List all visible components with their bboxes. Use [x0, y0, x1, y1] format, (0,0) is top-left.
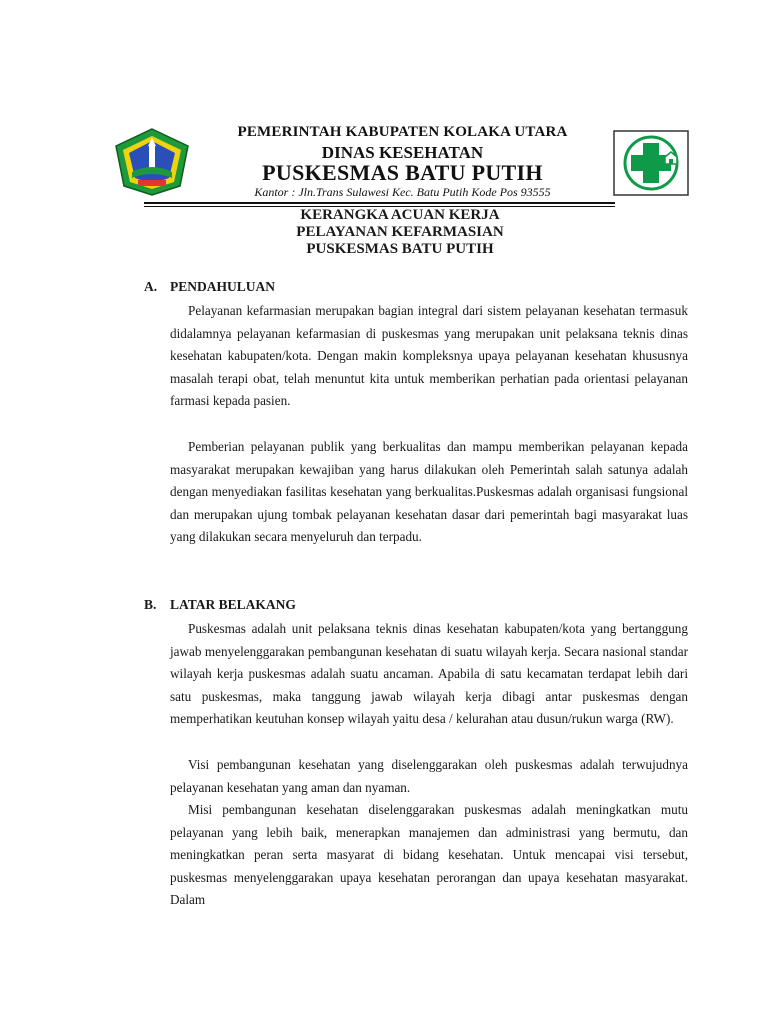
- section-a-title: PENDAHULUAN: [170, 279, 276, 294]
- document-title-line-1: KERANGKA ACUAN KERJA: [300, 207, 500, 223]
- section-b-heading: [144, 597, 296, 613]
- kolaka-utara-emblem-icon: [114, 128, 190, 196]
- office-address: Kantor : Jln.Trans Sulawesi Kec. Batu Putih Kode Pos 93555: [254, 185, 551, 199]
- document-title-line-3: PUSKESMAS BATU PUTIH: [306, 241, 494, 257]
- puskesmas-name: PUSKESMAS BATU PUTIH: [262, 160, 543, 185]
- document-title-line-2: PELAYANAN KEFARMASIAN: [296, 224, 504, 240]
- section-b-title: LATAR BELAKANG: [170, 597, 296, 612]
- letterhead-divider-thick: [144, 202, 615, 204]
- section-b-paragraph-2: Visi pembangunan kesehatan yang diselenggarakan oleh puskesmas adalah terwujudnya pelayanan kesehatan yang aman dan nyaman.: [170, 757, 688, 795]
- section-b-marker: B.: [144, 597, 157, 612]
- section-a-heading: [144, 279, 275, 295]
- section-a-paragraph-1: Pelayanan kefarmasian merupakan bagian integral dari sistem pelayanan kesehatan termasuk didalamnya pelayanan kefarmasian di puskesmas yang merupakan unit pelaksana teknis dinas kesehatan kabupaten/kota. Dengan makin kompleksnya upaya pelayanan kesehatan khususnya masalah terapi obat, telah menuntut kita untuk memberikan perhatian pada orientasi pelayanan farmasi kepada pasien.: [170, 303, 688, 409]
- puskesmas-health-cross-icon: [613, 130, 689, 196]
- section-b-paragraph-3: Misi pembangunan kesehatan diselenggarakan puskesmas adalah meningkatkan mutu pelayanan yang lebih baik, menerapkan manajemen dan administrasi yang bermutu, dan meningkatkan peran serta masyarat di bidang kesehatan. Untuk mencapai visi tersebut, puskesmas menyelenggarakan upaya kesehatan perorangan dan upaya kesehatan masyarakat. Dalam: [170, 802, 688, 908]
- government-name: PEMERINTAH KABUPATEN KOLAKA UTARA: [237, 124, 568, 140]
- department-name: DINAS KESEHATAN: [321, 143, 484, 162]
- section-b-paragraph-1: Puskesmas adalah unit pelaksana teknis dinas kesehatan kabupaten/kota yang bertanggung jawab menyelenggarakan pembangunan kesehatan di suatu wilayah kerja. Secara nasional standar wilayah kerja puskesmas adalah suatu ancaman. Apabila di satu kecamatan terdapat lebih dari satu puskesmas, maka tanggung jawab wilayah kerja dibagi antar puskesmas dengan memperhatikan keutuhan konsep wilayah yaitu desa / kelurahan atau dusun/rukun warga (RW).: [170, 621, 688, 727]
- section-a-marker: A.: [144, 279, 158, 294]
- section-a-paragraph-2: Pemberian pelayanan publik yang berkualitas dan mampu memberikan pelayanan kepada masyarakat merupakan kewajiban yang harus dilakukan oleh Pemerintah salah satunya adalah dengan menyediakan fasilitas kesehatan yang berkualitas.Puskesmas adalah organisasi fungsional dan merupakan ujung tombak pelayanan kesehatan dasar dari pemerintah bagi masyarakat luas yang dilakukan secara menyeluruh dan terpadu.: [170, 439, 688, 545]
